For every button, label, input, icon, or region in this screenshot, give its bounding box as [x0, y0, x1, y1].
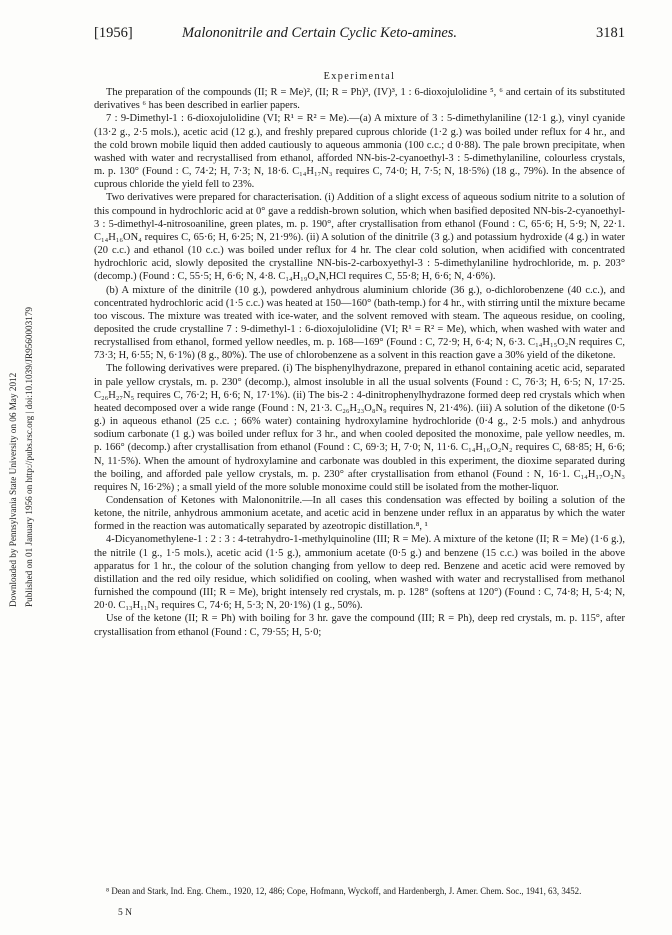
article-body: [94, 70, 625, 639]
paragraph-intro: The preparation of the compounds (II; R = Me)², (II; R = Ph)³, (IV)³, 1 : 6-dioxojulolidine ⁵, ⁶ and certain of its substituted derivatives ⁶ has been described in earlier papers.: [94, 87, 625, 112]
paragraph-dimethyl-b: (b) A mixture of the dinitrile (10 g.), powdered anhydrous aluminium chloride (36 g.), o-dichlorobenzene (40 c.c.), and concentrated hydrochloric acid (1·5 c.c.) was heated at 150—160° (bath-temp.) for 4 hr., with stirring until the mixture became too viscous. The mixture was treated with ice-water, and the solvent removed with steam. The aqueous residue, on cooling, deposited the crude crystalline 7 : 9-dimethyl-1 : 6-dioxojulolidine (VI; R¹ = R² = Me), which, when washed with water and recrystallised from ethanol, formed yellow needles, m. p. 168—169° (Found : C, 72·9; H, 6·4; N, 6·3. C₁₄H₁₅O₂N requires C, 73·3; H, 6·55; N, 6·1%) (8 g., 80%). The use of chlorobenzene as a solvent in this reaction gave a 30% yield of the diketone.: [94, 284, 625, 362]
signature-mark: 5 N: [118, 908, 132, 918]
footnotes: [94, 886, 625, 897]
paragraph-derivatives: Two derivatives were prepared for characterisation. (i) Addition of a slight excess of aqueous sodium nitrite to a solution of this compound in hydrochloric acid at 0° gave a reddish-brown solution, which when basified deposited NN-bis-2-cyanoethyl-3 : 5-dimethyl-4-nitrosoaniline, green plates, m. p. 190°, after crystallisation from ethanol (Found : C, 65·6; H, 5·9; N, 22·1. C₁₄H₁₆ON₄ requires C, 65·6; H, 6·25; N, 21·9%). (ii) A solution of the dinitrile (3 g.) and potassium hydroxide (4 g.) in water (20 c.c.) and ethanol (10 c.c.) was boiled under reflux for 4 hr. The clear cold solution, when acidified with concentrated hydrochloric acid, slowly deposited the crystalline NN-bis-2-carboxyethyl-3 : 5-dimethylaniline hydrochloride, m. p. 203° (decomp.) (Found : C, 55·5; H, 6·6; N, 4·8. C₁₄H₁₉O₄N,HCl requires C, 55·8; H, 6·6; N, 4·6%).: [94, 192, 625, 283]
page-number: 3181: [596, 25, 625, 41]
footnote-8: ⁸ Dean and Stark, Ind. Eng. Chem., 1920, 12, 486; Cope, Hofmann, Wyckoff, and Hardenbergh, J. Amer. Chem. Soc., 1941, 63, 3452.: [106, 886, 582, 896]
publication-notice: Published on 01 January 1956 on http://pubs.rsc.org | doi:10.1039/JR9560003179: [24, 306, 34, 607]
header-title: Malononitrile and Certain Cyclic Keto-amines.: [182, 25, 458, 41]
paragraph-phenyl: Use of the ketone (II; R = Ph) with boiling for 3 hr. gave the compound (III; R = Ph), deep red crystals, m. p. 115°, after crystallisation from ethanol (Found : C, 79·55; H, 5·0;: [94, 613, 625, 638]
paragraph-dicyanomethylene: 4-Dicyanomethylene-1 : 2 : 3 : 4-tetrahydro-1-methylquinoline (III; R = Me). A mixture of the ketone (II; R = Me) (1·6 g.), the nitrile (1 g., 1·5 mols.), acetic acid (1·5 g.), ammonium acetate (0·5 g.) and benzene (15 c.c.) was boiled in the above apparatus for 1 hr., the colour of the solution changing from yellow to deep red. Benzene and acetic acid were removed by distillation and the red oily residue, which solidified on cooling, when washed with water and recrystallised from methanol furnished the compound (III; R = Me), bright intensely red crystals, m. p. 128° (softens at 120°) (Found : C, 74·8; H, 5·4; N, 20·0. C₁₃H₁₁N₃ requires C, 74·6; H, 5·3; N, 20·1%) (1 g., 50%).: [94, 534, 625, 612]
section-heading: Experimental: [323, 71, 396, 82]
download-notice: Downloaded by Pennsylvania State University on 06 May 2012: [8, 372, 18, 607]
header-year: [1956]: [94, 25, 133, 41]
running-header: [94, 25, 625, 45]
paragraph-following-derivatives: The following derivatives were prepared. (i) The bisphenylhydrazone, prepared in ethanol containing acetic acid, separated in pale yellow crystals, m. p. 230° (decomp.), almost insoluble in all the usual solvents (Found : C, 76·3; H, 6·5; N, 17·25. C₂₆H₂₇N₅ requires C, 76·2; H, 6·6; N, 17·1%). (ii) The bis-2 : 4-dinitrophenylhydrazone formed deep red crystals which when heated decomposed over a wide range (Found : N, 21·3. C₂₆H₂₃O₈N₉ requires N, 21·4%). (iii) A solution of the diketone (0·5 g.) in aqueous ethanol (25 c.c. ; 66% water) containing hydroxylamine hydrochloride (0·4 g., 2·5 mols.) and anhydrous sodium carbonate (1 g.) was boiled under reflux for 3 hr., and when cooled deposited the monoxime, pale yellow needles, m. p. 166° (decomp.) after crystallisation from ethanol (Found : C, 69·3; H, 7·0; N, 11·6. C₁₄H₁₆O₂N₂ requires C, 68·85; H, 6·6; N, 11·5%). When the amount of hydroxylamine and carbonate was doubled in this experiment, the dioxime separated during the boiling, and afforded pale yellow crystals, m. p. 230° after crystallisation from ethanol (Found : N, 16·1. C₁₄H₁₇O₂N₃ requires N, 16·2%) ; a small yield of the more soluble monoxime could still be isolated from the mother-liquor.: [94, 363, 625, 493]
paragraph-dimethyl-a: 7 : 9-Dimethyl-1 : 6-dioxojulolidine (VI; R¹ = R² = Me).—(a) A mixture of 3 : 5-dimethylaniline (12·1 g.), vinyl cyanide (13·2 g., 2·5 mols.), acetic acid (12 g.), and freshly prepared cuprous chloride (1·2 g.) was boiled under reflux for 4 hr., and the cold brown mobile liquid then added cautiously to aqueous ammonia (100 c.c.; d 0·88). The pale brown precipitate, when washed with water and recrystallised from ethanol, afforded NN-bis-2-cyanoethyl-3 : 5-dimethylaniline, colourless crystals, m. p. 130° (Found : C, 74·2; H, 7·3; N, 18·6. C₁₄H₁₇N₃ requires C, 74·0; H, 7·5; N, 18·5%) (18 g., 79%). In the absence of cuprous chloride the yield fell to 23%.: [94, 113, 625, 191]
paragraph-condensation: Condensation of Ketones with Malononitrile.—In all cases this condensation was effected by boiling a solution of the ketone, the nitrile, anhydrous ammonium acetate, and acetic acid in benzene under reflux in an apparatus by which the water formed in the reaction was automatically separated by azeotropic distillation.⁸, ¹: [94, 495, 625, 533]
